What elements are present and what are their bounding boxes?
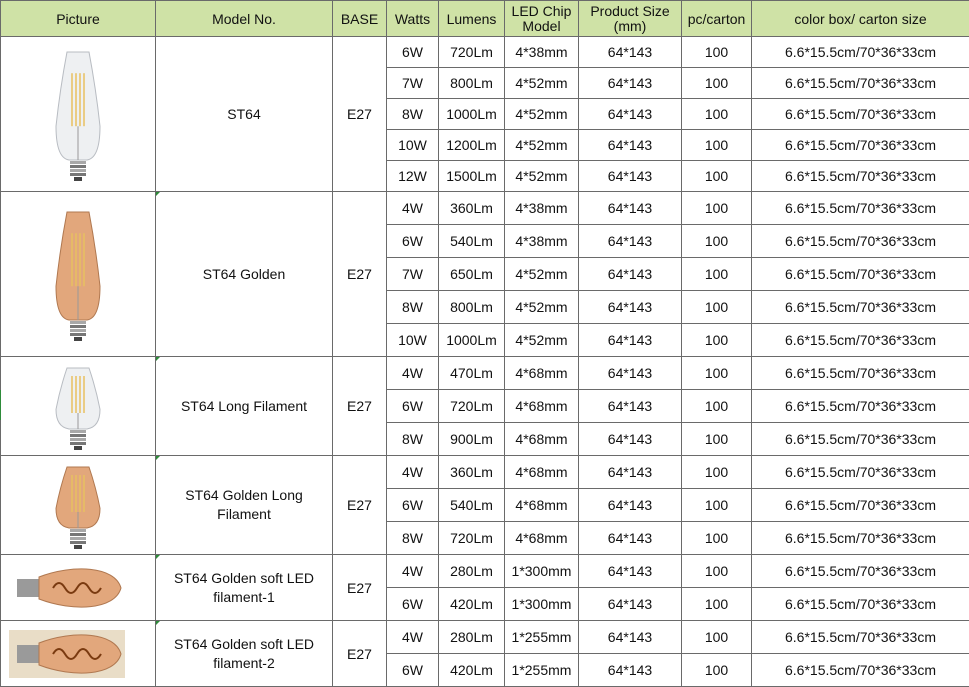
lumens-cell: 1000Lm: [439, 324, 505, 357]
led-chip-cell: 4*52mm: [505, 324, 579, 357]
lumens-cell: 420Lm: [439, 654, 505, 687]
product-size-cell: 64*143: [579, 324, 682, 357]
product-size-cell: 64*143: [579, 357, 682, 390]
led-chip-cell: 4*68mm: [505, 390, 579, 423]
watts-cell: 10W: [387, 130, 439, 161]
led-chip-cell: 4*52mm: [505, 291, 579, 324]
col-model: Model No.: [156, 1, 333, 37]
col-lumens: Lumens: [439, 1, 505, 37]
box-size-cell: 6.6*15.5cm/70*36*33cm: [752, 588, 969, 621]
product-size-cell: 64*143: [579, 390, 682, 423]
pc-carton-cell: 100: [682, 555, 752, 588]
table-body: [1, 37, 969, 687]
product-size-cell: 64*143: [579, 654, 682, 687]
table-row: [1, 555, 969, 588]
led-chip-cell: 4*38mm: [505, 192, 579, 225]
pc-carton-cell: 100: [682, 456, 752, 489]
box-size-cell: 6.6*15.5cm/70*36*33cm: [752, 68, 969, 99]
lumens-cell: 720Lm: [439, 390, 505, 423]
watts-cell: 8W: [387, 423, 439, 456]
box-size-cell: 6.6*15.5cm/70*36*33cm: [752, 258, 969, 291]
watts-cell: 4W: [387, 456, 439, 489]
box-size-cell: 6.6*15.5cm/70*36*33cm: [752, 555, 969, 588]
watts-cell: 7W: [387, 68, 439, 99]
lumens-cell: 800Lm: [439, 291, 505, 324]
led-chip-cell: 4*68mm: [505, 423, 579, 456]
product-size-cell: 64*143: [579, 489, 682, 522]
box-size-cell: 6.6*15.5cm/70*36*33cm: [752, 522, 969, 555]
golden-long-filament-bulb-icon: [1, 459, 155, 552]
box-size-cell: 6.6*15.5cm/70*36*33cm: [752, 654, 969, 687]
table-row: [1, 621, 969, 654]
golden-bulb-icon: [1, 204, 155, 344]
led-chip-cell: 4*52mm: [505, 258, 579, 291]
lumens-cell: 360Lm: [439, 456, 505, 489]
watts-cell: 7W: [387, 258, 439, 291]
pc-carton-cell: 100: [682, 258, 752, 291]
box-size-cell: 6.6*15.5cm/70*36*33cm: [752, 456, 969, 489]
watts-cell: 6W: [387, 37, 439, 68]
cell-marker: [156, 192, 160, 196]
lumens-cell: 650Lm: [439, 258, 505, 291]
model-name: ST64 Golden soft LED filament-2: [173, 635, 315, 671]
cell-marker: [156, 456, 160, 460]
pc-carton-cell: 100: [682, 324, 752, 357]
led-chip-cell: 1*255mm: [505, 654, 579, 687]
watts-cell: 6W: [387, 489, 439, 522]
box-size-cell: 6.6*15.5cm/70*36*33cm: [752, 161, 969, 192]
lumens-cell: 900Lm: [439, 423, 505, 456]
cell-marker: [156, 621, 160, 625]
box-size-cell: 6.6*15.5cm/70*36*33cm: [752, 621, 969, 654]
col-base: BASE: [333, 1, 387, 37]
col-led-chip: LED Chip Model: [505, 1, 579, 37]
model-name: ST64: [227, 105, 261, 122]
model-cell: [156, 37, 333, 192]
product-size-cell: 64*143: [579, 192, 682, 225]
pc-carton-cell: 100: [682, 357, 752, 390]
watts-cell: 8W: [387, 522, 439, 555]
led-chip-cell: 4*52mm: [505, 130, 579, 161]
product-size-cell: 64*143: [579, 130, 682, 161]
box-size-cell: 6.6*15.5cm/70*36*33cm: [752, 37, 969, 68]
clear-long-filament-bulb-icon: [1, 360, 155, 453]
base-cell: E27: [333, 192, 387, 357]
product-size-cell: 64*143: [579, 456, 682, 489]
product-size-cell: 64*143: [579, 291, 682, 324]
base-cell: E27: [333, 37, 387, 192]
watts-cell: 8W: [387, 291, 439, 324]
product-size-cell: 64*143: [579, 588, 682, 621]
led-chip-cell: 4*52mm: [505, 99, 579, 130]
model-name: ST64 Golden Long Filament: [185, 487, 303, 522]
led-chip-cell: 1*300mm: [505, 555, 579, 588]
led-chip-cell: 1*300mm: [505, 588, 579, 621]
soft-filament-bulb-horizontal-icon: [1, 558, 155, 618]
box-size-cell: 6.6*15.5cm/70*36*33cm: [752, 225, 969, 258]
product-size-cell: 64*143: [579, 258, 682, 291]
led-chip-cell: 4*68mm: [505, 522, 579, 555]
pc-carton-cell: 100: [682, 621, 752, 654]
pc-carton-cell: 100: [682, 291, 752, 324]
watts-cell: 6W: [387, 390, 439, 423]
box-size-cell: 6.6*15.5cm/70*36*33cm: [752, 130, 969, 161]
pc-carton-cell: 100: [682, 68, 752, 99]
led-chip-cell: 4*68mm: [505, 489, 579, 522]
box-size-cell: 6.6*15.5cm/70*36*33cm: [752, 192, 969, 225]
pc-carton-cell: 100: [682, 99, 752, 130]
table-row: [1, 192, 969, 225]
led-chip-cell: 4*38mm: [505, 37, 579, 68]
product-picture: [1, 456, 156, 555]
product-size-cell: 64*143: [579, 555, 682, 588]
model-name: ST64 Golden soft LED filament-1: [173, 569, 315, 605]
col-product-size: Product Size (mm): [579, 1, 682, 37]
col-picture: Picture: [1, 1, 156, 37]
product-size-cell: 64*143: [579, 99, 682, 130]
pc-carton-cell: 100: [682, 423, 752, 456]
pc-carton-cell: 100: [682, 161, 752, 192]
product-size-cell: 64*143: [579, 423, 682, 456]
product-size-cell: 64*143: [579, 68, 682, 99]
table-row: [1, 37, 969, 68]
col-box-size: color box/ carton size: [752, 1, 969, 37]
pc-carton-cell: 100: [682, 192, 752, 225]
watts-cell: 6W: [387, 654, 439, 687]
lumens-cell: 1000Lm: [439, 99, 505, 130]
cell-marker: [156, 555, 160, 559]
product-picture: [1, 37, 156, 192]
led-chip-cell: 4*52mm: [505, 68, 579, 99]
col-pc-carton: pc/carton: [682, 1, 752, 37]
lumens-cell: 470Lm: [439, 357, 505, 390]
product-size-cell: 64*143: [579, 225, 682, 258]
led-chip-cell: 4*68mm: [505, 357, 579, 390]
product-picture: [1, 357, 156, 456]
model-name: ST64 Long Filament: [180, 397, 308, 414]
led-chip-cell: 4*68mm: [505, 456, 579, 489]
model-cell: [156, 456, 333, 555]
lumens-cell: 280Lm: [439, 621, 505, 654]
watts-cell: 4W: [387, 357, 439, 390]
watts-cell: 10W: [387, 324, 439, 357]
model-cell: [156, 357, 333, 456]
base-cell: E27: [333, 555, 387, 621]
model-cell: [156, 192, 333, 357]
watts-cell: 6W: [387, 225, 439, 258]
soft-filament-bulb-photo-icon: [1, 624, 155, 684]
product-picture: [1, 192, 156, 357]
watts-cell: 8W: [387, 99, 439, 130]
product-size-cell: 64*143: [579, 37, 682, 68]
lumens-cell: 360Lm: [439, 192, 505, 225]
product-size-cell: 64*143: [579, 621, 682, 654]
header-row: [1, 1, 969, 37]
product-picture: [1, 621, 156, 687]
lumens-cell: 540Lm: [439, 225, 505, 258]
col-watts: Watts: [387, 1, 439, 37]
product-size-cell: 64*143: [579, 161, 682, 192]
model-cell: [156, 555, 333, 621]
lumens-cell: 420Lm: [439, 588, 505, 621]
lumens-cell: 800Lm: [439, 68, 505, 99]
clear-bulb-icon: [1, 44, 155, 184]
watts-cell: 4W: [387, 621, 439, 654]
watts-cell: 4W: [387, 192, 439, 225]
pc-carton-cell: 100: [682, 654, 752, 687]
box-size-cell: 6.6*15.5cm/70*36*33cm: [752, 489, 969, 522]
base-cell: E27: [333, 621, 387, 687]
box-size-cell: 6.6*15.5cm/70*36*33cm: [752, 423, 969, 456]
box-size-cell: 6.6*15.5cm/70*36*33cm: [752, 324, 969, 357]
pc-carton-cell: 100: [682, 130, 752, 161]
model-cell: [156, 621, 333, 687]
led-chip-cell: 4*52mm: [505, 161, 579, 192]
table-row: [1, 357, 969, 390]
box-size-cell: 6.6*15.5cm/70*36*33cm: [752, 291, 969, 324]
model-name: ST64 Golden: [202, 265, 286, 282]
lumens-cell: 540Lm: [439, 489, 505, 522]
table-row: [1, 456, 969, 489]
pc-carton-cell: 100: [682, 390, 752, 423]
product-picture: [1, 555, 156, 621]
lumens-cell: 720Lm: [439, 37, 505, 68]
led-chip-cell: 4*38mm: [505, 225, 579, 258]
product-size-cell: 64*143: [579, 522, 682, 555]
watts-cell: 12W: [387, 161, 439, 192]
pc-carton-cell: 100: [682, 489, 752, 522]
lumens-cell: 720Lm: [439, 522, 505, 555]
box-size-cell: 6.6*15.5cm/70*36*33cm: [752, 390, 969, 423]
base-cell: E27: [333, 357, 387, 456]
led-chip-cell: 1*255mm: [505, 621, 579, 654]
pc-carton-cell: 100: [682, 37, 752, 68]
pc-carton-cell: 100: [682, 225, 752, 258]
box-size-cell: 6.6*15.5cm/70*36*33cm: [752, 357, 969, 390]
lumens-cell: 1200Lm: [439, 130, 505, 161]
lumens-cell: 1500Lm: [439, 161, 505, 192]
lumens-cell: 280Lm: [439, 555, 505, 588]
box-size-cell: 6.6*15.5cm/70*36*33cm: [752, 99, 969, 130]
watts-cell: 6W: [387, 588, 439, 621]
pc-carton-cell: 100: [682, 588, 752, 621]
watts-cell: 4W: [387, 555, 439, 588]
cell-marker: [156, 357, 160, 361]
base-cell: E27: [333, 456, 387, 555]
pc-carton-cell: 100: [682, 522, 752, 555]
